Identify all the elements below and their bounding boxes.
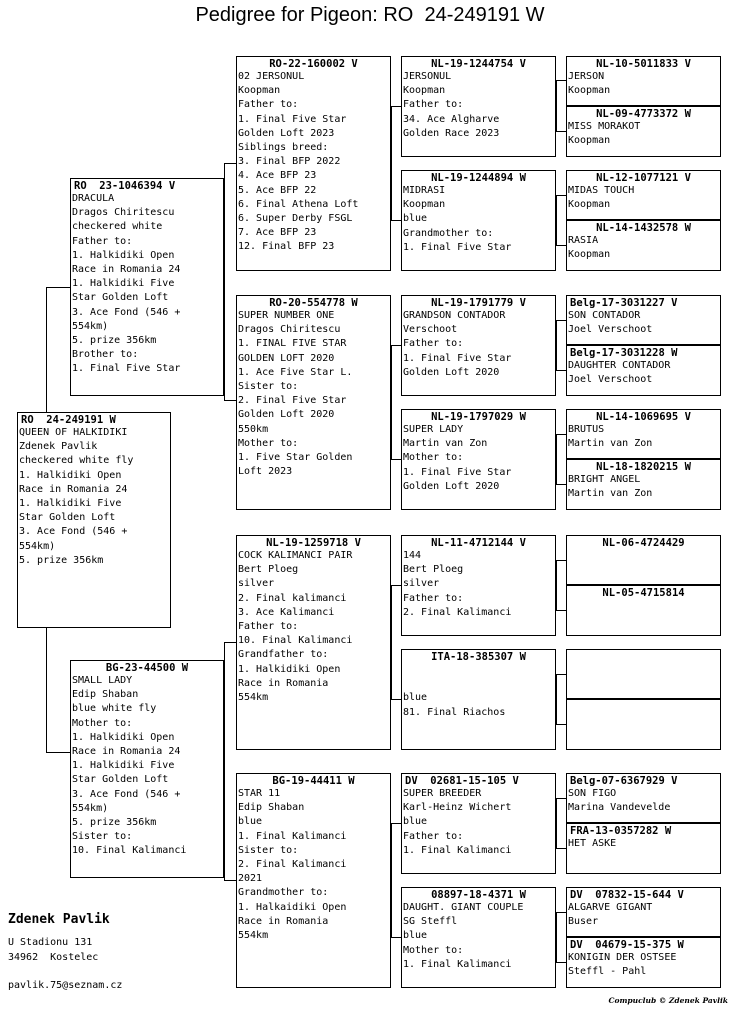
card-lines	[567, 234, 720, 262]
card-line: 02 JERSONUL	[238, 71, 305, 82]
gg-grandparent-card-1[interactable]	[566, 56, 721, 106]
great-grandparent-card-3[interactable]	[401, 295, 556, 396]
connector-line	[224, 880, 236, 881]
card-line: 81. Final Riachos	[403, 706, 506, 718]
card-lines	[402, 423, 555, 494]
gg-grandparent-card-15[interactable]	[566, 887, 721, 937]
card-line: Dragos Chiritescu	[238, 324, 341, 336]
gg-grandparent-card-13[interactable]	[566, 773, 721, 823]
connector-line	[46, 287, 70, 288]
gg-grandparent-card-9[interactable]	[566, 535, 721, 585]
card-line: Father to:	[403, 99, 464, 111]
ring-number	[567, 650, 720, 663]
ring-number: NL-10-5011833 V	[596, 58, 691, 70]
mother-card[interactable]	[70, 660, 224, 878]
card-line: Karl-Heinz Wichert	[403, 802, 512, 814]
connector-line	[556, 560, 566, 561]
card-line: GOLDEN LOFT 2020	[238, 352, 335, 364]
card-line: 6. Super Derby FSGL	[238, 213, 353, 225]
card-line	[402, 663, 555, 677]
card-line: blue	[238, 816, 263, 828]
gg-grandparent-card-7[interactable]	[566, 409, 721, 459]
card-line: 1. Halkaidiki Open	[238, 901, 347, 913]
connector-line	[556, 798, 566, 799]
ring-number: NL-14-1432578 W	[596, 222, 691, 234]
card-line: Grandmother to:	[238, 887, 329, 899]
card-line: Father to:	[72, 235, 133, 247]
card-line: Koopman	[403, 85, 446, 97]
card-lines	[567, 70, 720, 98]
grandparent-card-4[interactable]	[236, 773, 391, 988]
great-grandparent-card-5[interactable]	[401, 535, 556, 636]
card-lines	[402, 663, 555, 720]
card-line: DAUGHTER CONTADOR	[568, 360, 671, 371]
ring-number: NL-12-1077121 V	[596, 172, 691, 184]
card-line: 1. Halkidiki Five	[72, 760, 175, 772]
owner-address-line-2: 34962 Kostelec	[8, 952, 99, 963]
card-line: JERSONUL	[403, 71, 452, 82]
footer-credit: Compuclub © Zdenek Pavlik	[608, 996, 728, 1005]
card-line: Martin van Zon	[568, 488, 653, 500]
ring-number: Belg-17-3031228 W	[570, 347, 678, 359]
card-line: 5. prize 356km	[19, 554, 104, 566]
ring-number: DV 04679-15-375 W	[570, 939, 684, 951]
grandparent-card-3[interactable]	[236, 535, 391, 750]
owner-name: Zdenek Pavlik	[8, 912, 110, 927]
card-line: MIDAS TOUCH	[568, 185, 635, 196]
connector-line	[556, 848, 566, 849]
ring-number: Belg-17-3031227 V	[570, 297, 678, 309]
card-line: Golden Loft 2020	[238, 409, 335, 421]
card-line: JERSON	[568, 71, 605, 82]
connector-line	[391, 106, 392, 220]
ring-number	[567, 700, 720, 713]
connector-line	[556, 245, 566, 246]
ring-number: NL-05-4715814	[602, 587, 685, 599]
card-line: 3. Ace Kalimanci	[238, 606, 335, 618]
connector-line	[556, 560, 557, 610]
card-line: GRANDSON CONTADOR	[403, 310, 506, 321]
great-grandparent-card-2[interactable]	[401, 170, 556, 271]
card-line: Edip Shaban	[72, 689, 139, 701]
card-line: Golden Loft 2020	[403, 480, 500, 492]
ring-number: BG-19-44411 W	[272, 775, 355, 787]
card-line: 10. Final Kalimanci	[238, 635, 353, 647]
ring-number: Belg-07-6367929 V	[570, 775, 678, 787]
card-line: silver	[403, 578, 440, 590]
card-line: 554km	[238, 930, 269, 942]
card-line: Koopman	[238, 85, 281, 97]
card-line: Koopman	[403, 199, 446, 211]
card-line: BRIGHT ANGEL	[568, 474, 641, 485]
gg-grandparent-card-14[interactable]	[566, 823, 721, 874]
card-line: SG Steffl	[403, 916, 458, 928]
card-line: Dragos Chiritescu	[72, 207, 175, 219]
connector-line	[556, 912, 557, 962]
card-lines	[567, 120, 720, 148]
card-line: 6. Final Athena Loft	[238, 198, 359, 210]
card-line: 7. Ace BFP 23	[238, 227, 317, 239]
card-line: 2. Final kalimanci	[238, 592, 347, 604]
connector-line	[556, 320, 557, 370]
connector-line	[391, 345, 392, 459]
card-line: Mother to:	[72, 717, 133, 729]
card-line: Bert Ploeg	[403, 564, 464, 576]
card-lines	[18, 426, 170, 568]
card-line: checkered white	[72, 221, 163, 233]
connector-line	[556, 724, 566, 725]
card-line: 4. Ace BFP 23	[238, 170, 317, 182]
connector-line	[391, 823, 401, 824]
ring-number: NL-18-1820215 W	[596, 461, 691, 473]
connector-line	[46, 287, 47, 412]
connector-line	[556, 80, 557, 131]
connector-line	[224, 642, 225, 880]
card-line: 34. Ace Algharve	[403, 113, 500, 125]
connector-line	[556, 370, 566, 371]
card-line: Koopman	[568, 85, 611, 97]
ring-number: DV 02681-15-105 V	[405, 775, 519, 787]
card-line: DRACULA	[72, 193, 115, 204]
card-line: Mother to:	[403, 452, 464, 464]
gg-grandparent-card-12[interactable]	[566, 699, 721, 750]
card-line: Grandfather to:	[238, 649, 329, 661]
card-line: 550km	[238, 423, 269, 435]
card-line: 1. Final Five Star	[403, 352, 512, 364]
great-grandparent-card-1[interactable]	[401, 56, 556, 157]
ring-number: 08897-18-4371 W	[431, 889, 526, 901]
owner-email[interactable]: pavlik.75@seznam.cz	[8, 980, 123, 991]
ring-number: NL-19-1797029 W	[431, 411, 526, 423]
connector-line	[556, 80, 566, 81]
card-line: 1. Final Five Star	[72, 363, 181, 375]
card-line: 1. Final Five Star	[238, 113, 347, 125]
great-grandparent-card-7[interactable]	[401, 773, 556, 874]
connector-line	[391, 220, 401, 221]
card-line: Bert Ploeg	[238, 564, 299, 576]
gg-grandparent-card-8[interactable]	[566, 459, 721, 510]
card-line: BRUTUS	[568, 424, 605, 435]
card-lines	[71, 674, 223, 859]
connector-line	[556, 962, 566, 963]
gg-grandparent-card-5[interactable]	[566, 295, 721, 345]
ring-number: NL-19-1244754 V	[431, 58, 526, 70]
card-line: 5. prize 356km	[72, 335, 157, 347]
connector-line	[556, 610, 566, 611]
card-line: 3. Final BFP 2022	[238, 156, 341, 168]
card-line: 3. Ace Fond (546 +	[72, 788, 181, 800]
connector-line	[556, 434, 566, 435]
card-line: Koopman	[568, 249, 611, 261]
connector-line	[556, 434, 557, 484]
card-line: 1. Halkidiki Open	[72, 249, 175, 261]
ring-number: ITA-18-385307 W	[431, 651, 526, 663]
card-line: 1. Halkidiki Open	[238, 663, 341, 675]
card-lines	[567, 473, 720, 501]
card-line: STAR 11	[238, 788, 281, 799]
card-line: SON CONTADOR	[568, 310, 641, 321]
card-line: Koopman	[568, 199, 611, 211]
great-grandparent-card-6[interactable]	[401, 649, 556, 750]
card-line: KONIGIN DER OSTSEE	[568, 952, 677, 963]
ring-number: NL-14-1069695 V	[596, 411, 691, 423]
card-line: Golden Loft 2023	[238, 127, 335, 139]
ring-number: RO-20-554778 W	[269, 297, 358, 309]
owner-address-line-1: U Stadionu 131	[8, 937, 93, 948]
card-line: 10. Final Kalimanci	[72, 845, 187, 857]
card-line: MIDRASI	[403, 185, 446, 196]
connector-line	[556, 195, 566, 196]
connector-line	[391, 106, 401, 107]
card-line: 1. Ace Five Star L.	[238, 366, 353, 378]
card-line: SON FIGO	[568, 788, 617, 799]
card-lines	[567, 837, 720, 851]
connector-line	[556, 195, 557, 245]
gg-grandparent-card-10[interactable]	[566, 585, 721, 636]
card-line: blue	[403, 816, 428, 828]
card-line: SUPER NUMBER ONE	[238, 310, 335, 321]
connector-line	[556, 798, 557, 848]
ring-number: NL-11-4712144 V	[431, 537, 526, 549]
card-line: blue	[403, 930, 428, 942]
card-line: Father to:	[403, 338, 464, 350]
card-line: COCK KALIMANCI PAIR	[238, 550, 353, 561]
card-line: blue	[403, 213, 428, 225]
card-lines	[402, 901, 555, 972]
card-lines	[402, 70, 555, 141]
card-line: 554km)	[72, 320, 109, 332]
card-line: Zdenek Pavlik	[19, 441, 98, 453]
connector-line	[391, 459, 401, 460]
card-line: ALGARVE GIGANT	[568, 902, 653, 913]
card-line: Buser	[568, 916, 599, 928]
card-line: Sister to:	[238, 381, 299, 393]
card-lines	[567, 951, 720, 979]
great-grandparent-card-4[interactable]	[401, 409, 556, 510]
connector-line	[556, 131, 566, 132]
card-line: 1. Five Star Golden	[238, 452, 353, 464]
ring-number: RO 24-249191 W	[21, 414, 116, 426]
card-line: Mother to:	[403, 944, 464, 956]
card-line: Martin van Zon	[568, 438, 653, 450]
connector-line	[46, 752, 70, 753]
connector-line	[556, 674, 566, 675]
card-line: 1. Halkidiki Five	[19, 498, 122, 510]
ring-number: NL-19-1791779 V	[431, 297, 526, 309]
card-line: 1. Halkidiki Open	[72, 731, 175, 743]
ring-number: NL-19-1244894 W	[431, 172, 526, 184]
gg-grandparent-card-16[interactable]	[566, 937, 721, 988]
card-line: Edip Shaban	[238, 802, 305, 814]
card-line: Race in Romania	[238, 915, 329, 927]
card-line: Mother to:	[238, 437, 299, 449]
card-lines	[402, 309, 555, 380]
ring-number: RO 23-1046394 V	[74, 180, 176, 192]
card-line: Koopman	[568, 135, 611, 147]
card-lines	[402, 787, 555, 858]
card-line: Brother to:	[72, 349, 139, 361]
connector-line	[556, 912, 566, 913]
card-line: 12. Final BFP 23	[238, 241, 335, 253]
card-line: 2. Final Kalimanci	[238, 859, 347, 871]
card-line: 3. Ace Fond (546 +	[19, 526, 128, 538]
card-lines	[567, 309, 720, 337]
card-line: Grandmother to:	[403, 227, 494, 239]
card-lines	[71, 192, 223, 377]
card-line	[402, 677, 555, 691]
card-line: blue white fly	[72, 703, 157, 715]
card-line: Star Golden Loft	[19, 512, 116, 524]
card-line: Marina Vandevelde	[568, 802, 671, 814]
card-line: blue	[403, 692, 428, 704]
card-line: MISS MORAKOT	[568, 121, 641, 132]
card-line: Race in Romania	[238, 677, 329, 689]
card-line: Father to:	[403, 830, 464, 842]
card-line: SMALL LADY	[72, 675, 133, 686]
card-line: Joel Verschoot	[568, 324, 653, 336]
card-line: 1. Final Five Star	[403, 241, 512, 253]
card-line: Siblings breed:	[238, 142, 329, 154]
card-lines	[567, 184, 720, 212]
card-line: Sister to:	[238, 844, 299, 856]
card-line: Race in Romania 24	[72, 264, 181, 276]
card-line: Steffl - Pahl	[568, 966, 647, 978]
card-line: 3. Ace Fond (546 +	[72, 306, 181, 318]
connector-line	[224, 400, 236, 401]
connector-line	[46, 628, 47, 752]
card-line: Father to:	[238, 621, 299, 633]
connector-line	[224, 163, 236, 164]
card-line: SUPER BREEDER	[403, 788, 482, 799]
ring-number: DV 07832-15-644 V	[570, 889, 684, 901]
card-line: 1. Final Five Star	[403, 466, 512, 478]
card-line: 2. Final Kalimanci	[403, 606, 512, 618]
gg-grandparent-card-4[interactable]	[566, 220, 721, 271]
card-lines	[237, 70, 390, 255]
card-lines	[237, 787, 390, 943]
subject-card[interactable]	[17, 412, 171, 628]
card-line: Joel Verschoot	[568, 374, 653, 386]
card-line: Martin van Zon	[403, 438, 488, 450]
connector-line	[391, 699, 401, 700]
ring-number: NL-09-4773372 W	[596, 108, 691, 120]
card-lines	[402, 549, 555, 620]
card-line: QUEEN OF HALKIDIKI	[19, 427, 128, 438]
card-line: checkered white fly	[19, 455, 134, 467]
great-grandparent-card-8[interactable]	[401, 887, 556, 988]
card-line: 2021	[238, 873, 263, 885]
connector-line	[556, 320, 566, 321]
card-lines	[567, 901, 720, 929]
gg-grandparent-card-6[interactable]	[566, 345, 721, 396]
gg-grandparent-card-3[interactable]	[566, 170, 721, 220]
card-line: 1. Halkidiki Five	[72, 278, 175, 290]
connector-line	[556, 674, 557, 724]
card-line: 5. prize 356km	[72, 817, 157, 829]
card-line: 554km)	[19, 540, 56, 552]
card-line: SUPER LADY	[403, 424, 464, 435]
card-line: 144	[403, 550, 422, 561]
card-lines	[402, 184, 555, 255]
card-lines	[567, 359, 720, 387]
card-line: Star Golden Loft	[72, 292, 169, 304]
connector-line	[224, 163, 225, 400]
card-line: 1. Halkidiki Open	[19, 469, 122, 481]
card-line: 5. Ace BFP 22	[238, 184, 317, 196]
father-card[interactable]	[70, 178, 224, 396]
page-title: Pedigree for Pigeon: RO 24-249191 W	[195, 4, 545, 26]
card-line: Golden Race 2023	[403, 127, 500, 139]
card-line: RASIA	[568, 235, 599, 246]
card-line: Star Golden Loft	[72, 774, 169, 786]
card-lines	[567, 787, 720, 815]
connector-line	[391, 585, 392, 699]
card-line: 1. Final Kalimanci	[238, 830, 347, 842]
card-line: 554km)	[72, 802, 109, 814]
ring-number: FRA-13-0357282 W	[570, 825, 672, 837]
gg-grandparent-card-11[interactable]	[566, 649, 721, 699]
card-lines	[567, 423, 720, 451]
card-line: DAUGHT. GIANT COUPLE	[403, 902, 524, 913]
card-line: Race in Romania 24	[19, 483, 128, 495]
ring-number: NL-19-1259718 V	[266, 537, 361, 549]
card-line: 2. Final Five Star	[238, 395, 347, 407]
gg-grandparent-card-2[interactable]	[566, 106, 721, 157]
connector-line	[556, 484, 566, 485]
grandparent-card-2[interactable]	[236, 295, 391, 510]
card-lines	[237, 549, 390, 705]
card-line: 554km	[238, 692, 269, 704]
card-line: 1. FINAL FIVE STAR	[238, 338, 347, 350]
card-line: Golden Loft 2020	[403, 366, 500, 378]
ring-number: NL-06-4724429	[602, 537, 685, 549]
card-lines	[237, 309, 390, 479]
ring-number: BG-23-44500 W	[105, 662, 189, 674]
card-line: Father to:	[403, 592, 464, 604]
card-line: 1. Final Kalimanci	[403, 958, 512, 970]
card-line: Loft 2023	[238, 466, 293, 478]
grandparent-card-1[interactable]	[236, 56, 391, 271]
card-line: 1. Final Kalimanci	[403, 844, 512, 856]
connector-line	[391, 823, 392, 937]
connector-line	[391, 345, 401, 346]
ring-number: RO-22-160002 V	[269, 58, 358, 70]
card-line: Verschoot	[403, 324, 458, 336]
card-line: Race in Romania 24	[72, 746, 181, 758]
card-line: Father to:	[238, 99, 299, 111]
card-line: HET ASKE	[568, 838, 617, 849]
connector-line	[224, 642, 236, 643]
connector-line	[391, 937, 401, 938]
connector-line	[391, 585, 401, 586]
card-line: Sister to:	[72, 831, 133, 843]
card-line: silver	[238, 578, 275, 590]
